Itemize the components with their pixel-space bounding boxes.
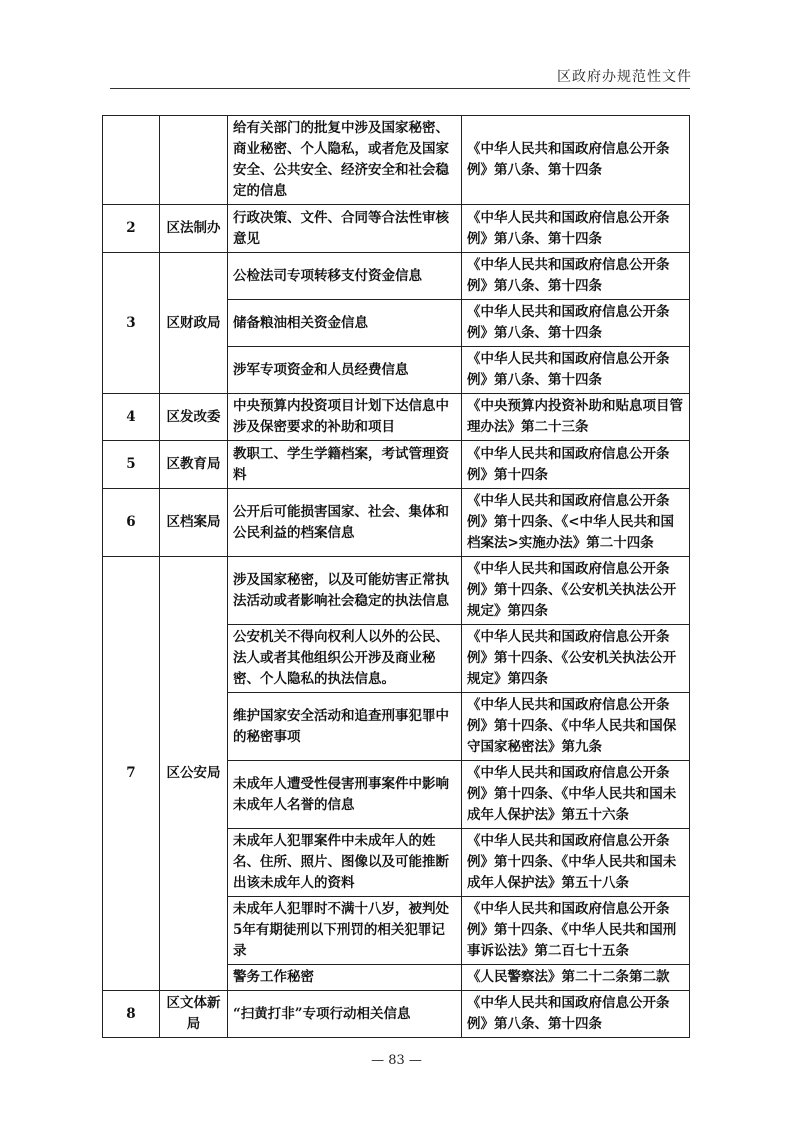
table-row [103, 557, 690, 625]
basis-cell: 《中华人民共和国政府信息公开条例》第八条、第十四条 [462, 253, 690, 300]
basis-cell: 《中华人民共和国政府信息公开条例》第八条、第十四条 [462, 991, 690, 1038]
department-cell: 区教育局 [160, 441, 228, 489]
department-cell: 区文体新局 [160, 991, 228, 1038]
info-cell: 未成年人遭受性侵害刑事案件中影响未成年人名誉的信息 [228, 761, 462, 829]
row-number-cell: 7 [103, 557, 160, 991]
info-cell: 中央预算内投资项目计划下达信息中涉及保密要求的补助和项目 [228, 394, 462, 441]
basis-cell: 《中华人民共和国政府信息公开条例》第十四条、《中华人民共和国未成年人保护法》第五十八条 [462, 829, 690, 897]
row-number-cell: 8 [103, 991, 160, 1038]
table-row [103, 116, 690, 205]
department-cell: 区法制办 [160, 205, 228, 253]
table-row [103, 489, 690, 557]
info-cell: 警务工作秘密 [228, 965, 462, 991]
basis-cell: 《中华人民共和国政府信息公开条例》第八条、第十四条 [462, 116, 690, 205]
info-cell: 维护国家安全活动和追查刑事犯罪中的秘密事项 [228, 693, 462, 761]
basis-cell: 《中华人民共和国政府信息公开条例》第八条、第十四条 [462, 300, 690, 347]
row-number-cell: 6 [103, 489, 160, 557]
info-cell: 储备粮油相关资金信息 [228, 300, 462, 347]
basis-cell: 《中华人民共和国政府信息公开条例》第十四条 [462, 441, 690, 489]
department-cell: 区发改委 [160, 394, 228, 441]
info-cell: 公检法司专项转移支付资金信息 [228, 253, 462, 300]
page-number: — 83 — [371, 1053, 422, 1068]
basis-cell: 《中华人民共和国政府信息公开条例》第十四条、《<中华人民共和国档案法>实施办法》第二十四条 [462, 489, 690, 557]
row-number-cell [103, 116, 160, 205]
basis-cell: 《人民警察法》第二十二条第二款 [462, 965, 690, 991]
row-number-cell: 4 [103, 394, 160, 441]
info-cell: 公安机关不得向权利人以外的公民、法人或者其他组织公开涉及商业秘密、个人隐私的执法信息。 [228, 625, 462, 693]
info-cell: 未成年人犯罪案件中未成年人的姓名、住所、照片、图像以及可能推断出该未成年人的资料 [228, 829, 462, 897]
row-number-cell: 3 [103, 253, 160, 394]
table-row [103, 253, 690, 300]
table-row [103, 394, 690, 441]
basis-cell: 《中华人民共和国政府信息公开条例》第十四条、《中华人民共和国保守国家秘密法》第九条 [462, 693, 690, 761]
info-cell: 涉及国家秘密，以及可能妨害正常执法活动或者影响社会稳定的执法信息 [228, 557, 462, 625]
department-cell [160, 116, 228, 205]
basis-cell: 《中华人民共和国政府信息公开条例》第八条、第十四条 [462, 347, 690, 394]
row-number-cell: 2 [103, 205, 160, 253]
page-header-title: 区政府办规范性文件 [557, 69, 692, 85]
row-number-cell: 5 [103, 441, 160, 489]
basis-cell: 《中华人民共和国政府信息公开条例》第十四条、《中华人民共和国刑事诉讼法》第二百七十五条 [462, 897, 690, 965]
department-cell: 区公安局 [160, 557, 228, 991]
basis-cell: 《中华人民共和国政府信息公开条例》第八条、第十四条 [462, 205, 690, 253]
confidential-info-table [102, 115, 690, 1038]
basis-cell: 《中华人民共和国政府信息公开条例》第十四条、《公安机关执法公开规定》第四条 [462, 557, 690, 625]
basis-cell: 《中华人民共和国政府信息公开条例》第十四条、《公安机关执法公开规定》第四条 [462, 625, 690, 693]
table-row [103, 205, 690, 253]
table-row [103, 991, 690, 1038]
department-cell: 区档案局 [160, 489, 228, 557]
info-cell: 未成年人犯罪时不满十八岁，被判处5年有期徒刑以下刑罚的相关犯罪记录 [228, 897, 462, 965]
info-cell: 涉军专项资金和人员经费信息 [228, 347, 462, 394]
info-cell: 公开后可能损害国家、社会、集体和公民利益的档案信息 [228, 489, 462, 557]
info-cell: 行政决策、文件、合同等合法性审核意见 [228, 205, 462, 253]
basis-cell: 《中华人民共和国政府信息公开条例》第十四条、《中华人民共和国未成年人保护法》第五十六条 [462, 761, 690, 829]
info-cell: “扫黄打非”专项行动相关信息 [228, 991, 462, 1038]
basis-cell: 《中央预算内投资补助和贴息项目管理办法》第二十三条 [462, 394, 690, 441]
header-divider [110, 88, 690, 89]
table-row [103, 441, 690, 489]
info-cell: 教职工、学生学籍档案，考试管理资料 [228, 441, 462, 489]
department-cell: 区财政局 [160, 253, 228, 394]
info-cell: 给有关部门的批复中涉及国家秘密、商业秘密、个人隐私，或者危及国家安全、公共安全、经济安全和社会稳定的信息 [228, 116, 462, 205]
